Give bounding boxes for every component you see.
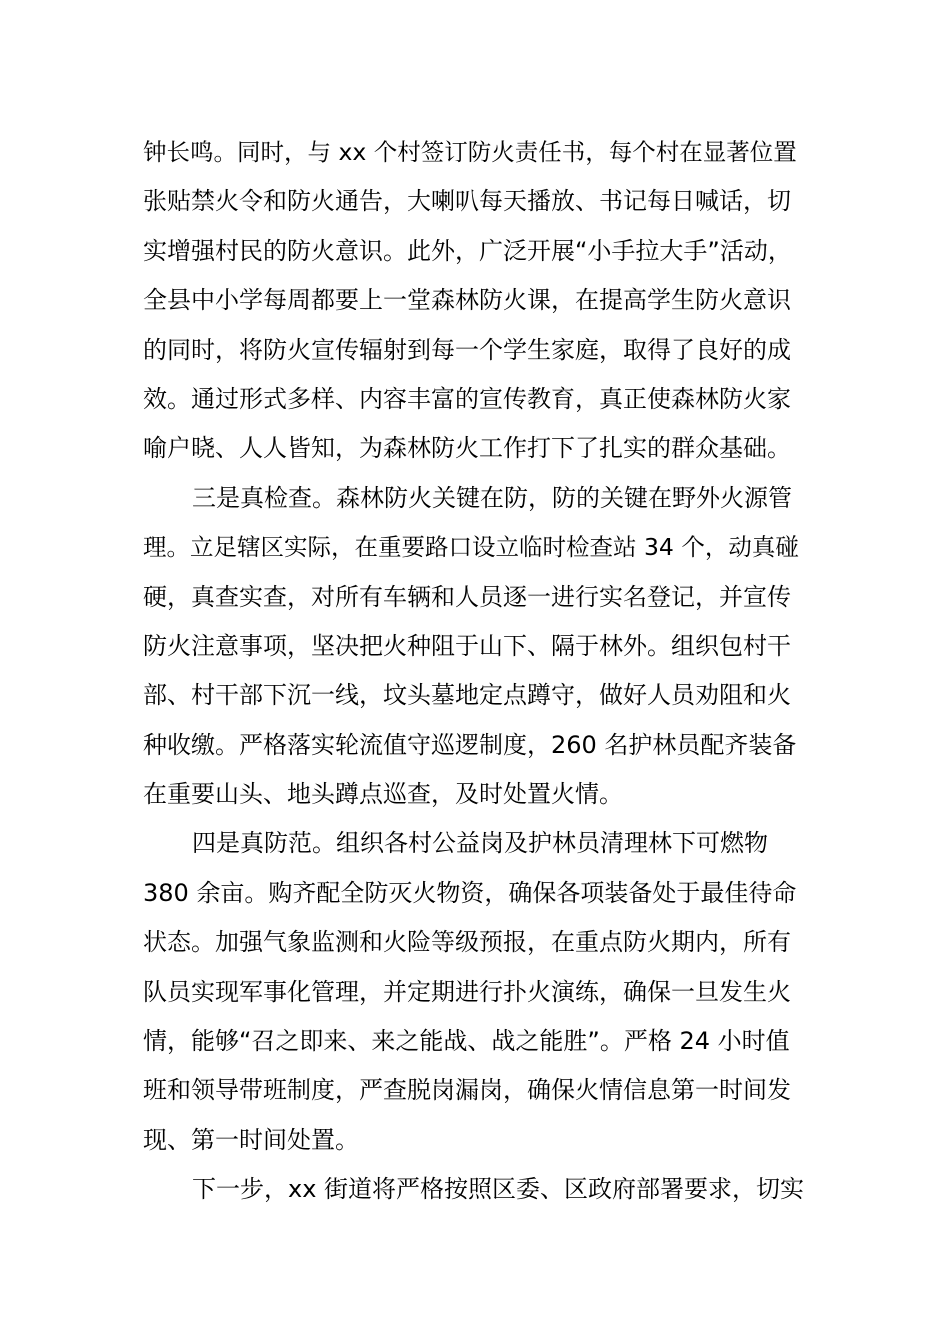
paragraph-start-line: 三是真检查。森林防火关键在防，防的关键在野外火源管	[192, 483, 792, 512]
text-line: 现、第一时间处置。	[143, 1125, 359, 1154]
text-line: 效。通过形式多样、内容丰富的宣传教育，真正使森林防火家	[143, 384, 791, 413]
text-line: 状态。加强气象监测和火险等级预报，在重点防火期内，所有	[143, 928, 791, 957]
text-line: 实增强村民的防火意识。此外，广泛开展“小手拉大手”活动，	[143, 236, 792, 265]
text-line: 喻户晓、人人皆知，为森林防火工作打下了扎实的群众基础。	[143, 434, 791, 463]
text-line: 380 余亩。购齐配全防灭火物资，确保各项装备处于最佳待命	[143, 878, 797, 907]
text-line: 理。立足辖区实际，在重要路口设立临时检查站 34 个，动真碰	[143, 533, 799, 562]
paragraph-start-line: 下一步，xx 街道将严格按照区委、区政府部署要求，切实	[192, 1175, 805, 1204]
text-line: 钟长鸣。同时，与 xx 个村签订防火责任书，每个村在显著位置	[143, 138, 797, 166]
text-line: 的同时，将防火宣传辐射到每一个学生家庭，取得了良好的成	[143, 335, 791, 364]
text-line: 硬，真查实查，对所有车辆和人员逐一进行实名登记，并宣传	[143, 582, 791, 611]
text-line: 种收缴。严格落实轮流值守巡逻制度，260 名护林员配齐装备	[143, 730, 797, 759]
text-line: 张贴禁火令和防火通告，大喇叭每天播放、书记每日喊话，切	[143, 187, 791, 216]
text-line: 班和领导带班制度，严查脱岗漏岗，确保火情信息第一时间发	[143, 1076, 791, 1105]
text-line: 部、村干部下沉一线，坟头墓地定点蹲守，做好人员劝阻和火	[143, 681, 791, 710]
paragraph-start-line: 四是真防范。组织各村公益岗及护林员清理林下可燃物	[192, 829, 768, 858]
text-line: 在重要山头、地头蹲点巡查，及时处置火情。	[143, 780, 623, 809]
text-line: 全县中小学每周都要上一堂森林防火课，在提高学生防火意识	[143, 286, 791, 315]
body-text	[143, 128, 808, 1215]
text-line: 防火注意事项，坚决把火种阻于山下、隔于林外。组织包村干	[143, 631, 791, 660]
text-line: 情，能够“召之即来、来之能战、战之能胜”。严格 24 小时值	[143, 1027, 790, 1056]
text-line: 队员实现军事化管理，并定期进行扑火演练，确保一旦发生火	[143, 977, 791, 1006]
